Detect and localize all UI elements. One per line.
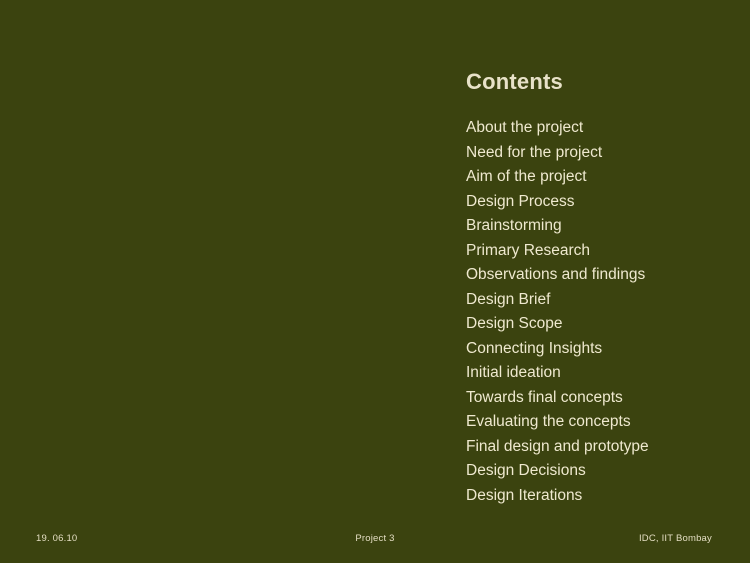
list-item: Connecting Insights [466,339,603,357]
list-item: Brainstorming [466,217,562,235]
list-item: About the project [466,119,584,137]
list-item: Design Scope [466,315,563,333]
list-item: Design Iterations [466,486,583,504]
footer-date: 19. 06.10 [36,533,78,544]
footer-project-label: Project 3 [355,533,395,544]
list-item: Towards final concepts [466,388,623,406]
list-item: Aim of the project [466,168,587,186]
contents-list [466,116,736,508]
list-item: Design Brief [466,290,551,308]
list-item: Design Decisions [466,462,586,480]
page-title: Contents [466,69,563,94]
list-item: Primary Research [466,241,591,259]
list-item: Design Process [466,192,575,210]
list-item: Observations and findings [466,266,646,284]
contents-block [466,70,736,508]
list-item: Final design and prototype [466,437,649,455]
list-item: Evaluating the concepts [466,413,631,431]
list-item: Need for the project [466,143,603,161]
footer-institution: IDC, IIT Bombay [638,533,712,544]
slide-footer [0,533,750,547]
list-item: Initial ideation [466,364,561,382]
